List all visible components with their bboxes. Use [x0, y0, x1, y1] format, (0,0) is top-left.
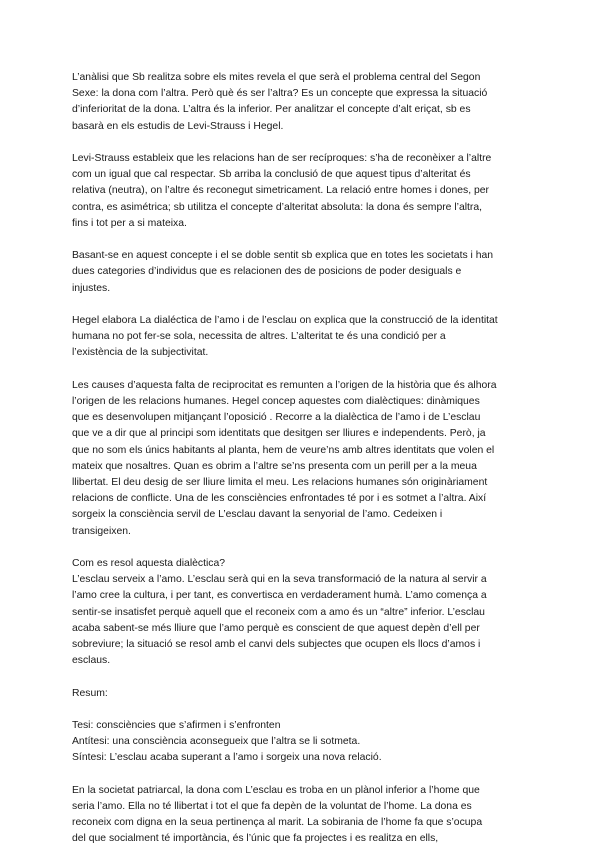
para-intro — [72, 70, 534, 135]
text-line: l’origen de les relacions humanes. Hegel concep aquestes com dialèctiques: dinàmiques — [72, 396, 480, 407]
text-line: Sexe: la dona com l’altra. Però què és ser l’altra? Es un concepte que expressa la situació — [72, 88, 488, 100]
text-line: mateix que nosaltres. Quan es obrim a l’altre se’ns presenta com un perill per a la meua — [72, 460, 477, 472]
text-line: llibertat. El deu desig de ser lliure limita el meu. Les relacions humanes són originàriament — [72, 477, 488, 489]
para-causes — [72, 378, 534, 540]
para-societat-patriarcal — [72, 783, 534, 848]
text-line: sobreviure; la situació se resol amb el canvi dels subjectes que ocupen els llocs d’amos i — [72, 639, 481, 651]
text-line: sentir-se insatisfet perquè aquell que el reconeix com a amo és un “altre” inferior. L’esclau — [72, 606, 485, 618]
document-page — [72, 70, 534, 864]
text-line: sorgeix la consciència servil de L’esclau davant la senyorial de l’amo. Cedeixen i — [72, 509, 443, 521]
text-line: transigeixen. — [72, 525, 131, 537]
para-com-es-resol — [72, 556, 534, 669]
text-line: Tesi: consciències que s’afirmen i s’enfronten — [72, 720, 281, 732]
para-tesi — [72, 718, 534, 767]
text-line: Basant-se en aquest concepte i el se doble sentit sb explica que en totes les societats i han — [72, 250, 494, 262]
text-line: En la societat patriarcal, la dona com L’esclau es troba en un plànol inferior a l’home que — [72, 784, 480, 796]
text-line: que no som els únics habitants al planta, hem de veure’ns amb altres identitats que volen el — [72, 444, 495, 456]
text-line: L’esclau serveix a l’amo. L’esclau serà qui en la seva transformació de la natura al servir a — [72, 574, 487, 586]
text-line: Hegel elabora La dialéctica de l’amo i de l’esclau on explica que la construcció de la identitat — [72, 315, 498, 326]
text-line: dues categories d’individus que es relacionen des de posicions de poder desiguals e — [72, 266, 462, 278]
text-line: esclaus. — [72, 655, 111, 667]
text-line: Com es resol aquesta dialèctica? — [72, 558, 226, 570]
text-line: l’existència de la subjectivitat. — [72, 347, 209, 359]
para-doble-sentit — [72, 248, 534, 297]
text-line: relacions de conflicte. Una de les consciències enfrontades té por i es sotmet a l’altra. Així — [72, 493, 487, 505]
text-line: injustes. — [72, 282, 111, 294]
text-line: acaba sabent-se més lliure que l’amo perquè es conscient de que aquest depèn d’ell per — [72, 622, 480, 634]
text-line: que es desenvolupen mitjançant l’oposició . Recorre a la dialèctica de l’amo i de L’esclau — [72, 412, 481, 424]
text-line: fins i tot per a si mateixa. — [72, 217, 187, 229]
text-line: com un igual que cal respectar. Sb arriba la conclusió de que aquest tipus d’alteritat és — [72, 169, 471, 181]
text-line: contra, es asimétrica; sb utilitza el concepte d’alteritat absoluta: la dona és sempre l’altra, — [72, 201, 483, 213]
text-line: Levi-Strauss estableix que les relacions han de ser recíproques: s’ha de reconèixer a l’altre — [72, 153, 492, 164]
text-line: relativa (neutra), on l’altre és reconegut simetricament. La relació entre homes i dones, per — [72, 185, 489, 197]
text-line: d’inferioritat de la dona. L’altra és la inferior. Per analitzar el concepte d’alt eriçat, sb es — [72, 104, 471, 116]
text-line: L’anàlisi que Sb realitza sobre els mites revela el que serà el problema central del Segon — [72, 72, 481, 83]
para-levi-strauss — [72, 151, 534, 232]
text-line: del que socialment té importància, és l’únic que fa projectes i es realitza en ells, — [72, 833, 439, 845]
text-line: l’amo cree la cultura, i per tant, es convertisca en verdaderament humà. L’amo comença a — [72, 590, 487, 602]
text-line: Síntesi: L’esclau acaba superant a l’amo i sorgeix una nova relació. — [72, 752, 382, 764]
text-line: Antítesi: una consciència aconsegueix que l’altra se li sotmeta. — [72, 736, 361, 748]
text-line: basarà en els estudis de Levi-Strauss i Hegel. — [72, 120, 284, 132]
text-line: seria l’amo. Ella no té llibertat i tot el que fa depèn de la voluntat de l’home. La dona es — [72, 801, 472, 813]
text-line: humana no pot fer-se sola, necessita de altres. L’alteritat te és una condició per a — [72, 331, 446, 343]
text-line: que ve a dir que al principi som identitats que desitgen ser lliures e independents. Però, ja — [72, 428, 486, 440]
para-resum — [72, 686, 534, 702]
text-line: reconeix com digna en la seua pertinença al marit. La sobirania de l’home fa que s’ocupa — [72, 817, 483, 829]
para-hegel — [72, 313, 534, 362]
text-line: Resum: — [72, 687, 108, 699]
text-line: Les causes d’aquesta falta de reciprocitat es remunten a l’origen de la història que és alhora — [72, 379, 497, 391]
